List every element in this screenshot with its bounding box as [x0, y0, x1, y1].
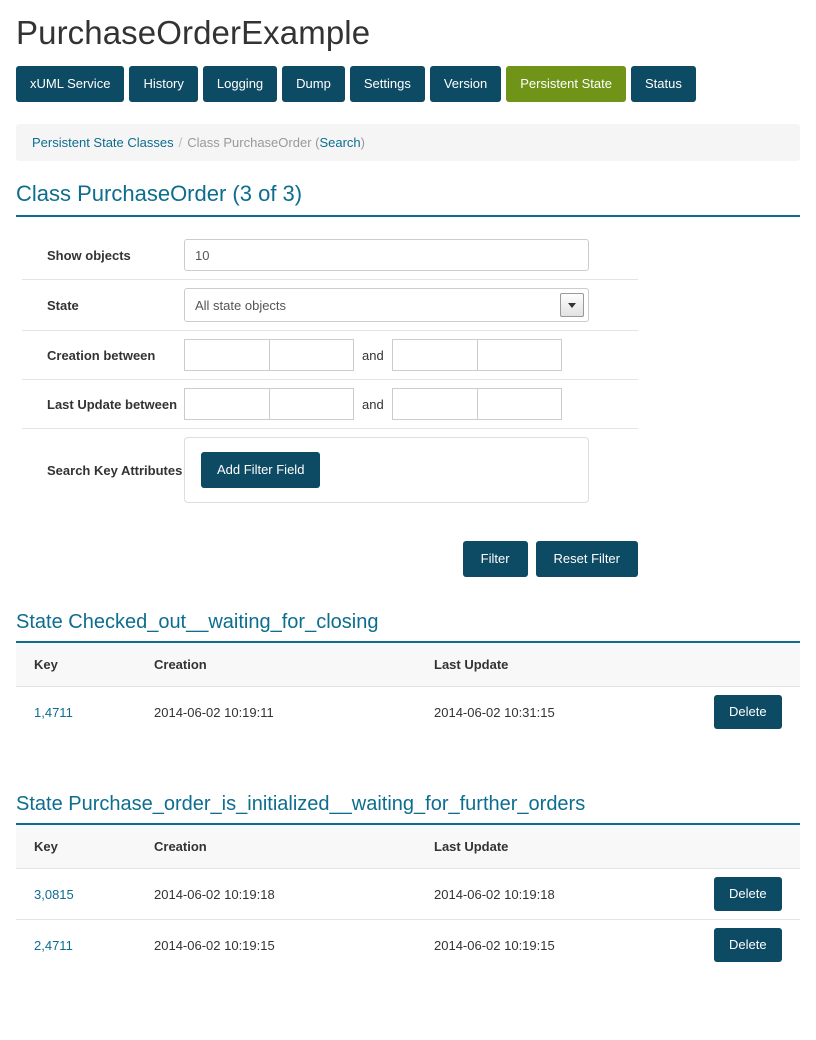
last-update-from-date-input[interactable] [184, 388, 269, 420]
column-header-last-update: Last Update [424, 825, 704, 869]
table-header-row [16, 643, 800, 687]
breadcrumb [16, 124, 800, 161]
object-key-link[interactable]: 2,4711 [34, 937, 73, 953]
table-row [16, 687, 800, 738]
label-search-key-attributes: Search Key Attributes [47, 462, 183, 478]
nav-item-version[interactable]: Version [430, 66, 501, 102]
column-header-creation: Creation [144, 643, 424, 687]
state-table-purchase-order-initialized [16, 825, 800, 970]
last-update-to-time-input[interactable] [477, 388, 562, 420]
page-container [0, 14, 816, 970]
creation-and-label: and [362, 347, 384, 363]
nav-item-settings[interactable]: Settings [350, 66, 425, 102]
nav-item-dump[interactable]: Dump [282, 66, 345, 102]
filter-field-box [184, 437, 589, 503]
field-creation-between [184, 331, 638, 379]
last-update-and-label: and [362, 396, 384, 412]
nav-item-status[interactable]: Status [631, 66, 696, 102]
cell-creation: 2014-06-02 10:19:18 [144, 869, 424, 920]
object-key-link[interactable]: 1,4711 [34, 704, 73, 720]
breadcrumb-current [187, 135, 365, 150]
breadcrumb-current-suffix: ) [360, 135, 366, 150]
breadcrumb-link-persistent-state-classes[interactable]: Persistent State Classes [32, 135, 174, 150]
creation-to-time-input[interactable] [477, 339, 562, 371]
cell-key [16, 920, 144, 971]
state-table-checked-out [16, 643, 800, 737]
cell-actions [704, 920, 800, 971]
creation-to-date-input[interactable] [392, 339, 477, 371]
form-row-show-objects [22, 231, 638, 280]
show-objects-input[interactable] [184, 239, 589, 271]
state-heading-checked-out: State Checked_out__waiting_for_closing [16, 611, 800, 643]
nav-item-history[interactable]: History [129, 66, 197, 102]
creation-from-time-input[interactable] [269, 339, 354, 371]
main-navigation [16, 66, 800, 102]
field-search-key-attributes [184, 429, 638, 511]
breadcrumb-current-prefix: Class PurchaseOrder ( [187, 135, 320, 150]
state-heading-purchase-order-initialized: State Purchase_order_is_initialized__waiting_for_further_orders [16, 793, 800, 825]
nav-item-xuml-service[interactable]: xUML Service [16, 66, 124, 102]
delete-button[interactable]: Delete [714, 928, 782, 962]
cell-last-update: 2014-06-02 10:31:15 [434, 704, 555, 720]
label-last-update-between: Last Update between [47, 396, 178, 412]
last-update-to-date-input[interactable] [392, 388, 477, 420]
field-last-update-between [184, 380, 638, 428]
page-title: PurchaseOrderExample [16, 14, 371, 51]
column-header-actions [704, 643, 800, 687]
cell-key [16, 869, 144, 920]
filter-actions [22, 541, 638, 577]
cell-creation: 2014-06-02 10:19:11 [154, 704, 274, 720]
label-creation-between: Creation between [47, 347, 156, 363]
form-row-state [22, 280, 638, 331]
last-update-from-time-input[interactable] [269, 388, 354, 420]
label-state: State [47, 297, 79, 313]
nav-item-logging[interactable]: Logging [203, 66, 277, 102]
nav-item-persistent-state[interactable]: Persistent State [506, 66, 626, 102]
filter-button[interactable]: Filter [463, 541, 528, 577]
filter-form [22, 231, 638, 511]
cell-actions [704, 687, 800, 738]
delete-button[interactable]: Delete [714, 877, 782, 911]
form-row-last-update-between [22, 380, 638, 429]
reset-filter-button[interactable]: Reset Filter [536, 541, 638, 577]
column-header-creation: Creation [144, 825, 424, 869]
object-key-link[interactable]: 3,0815 [34, 886, 74, 902]
column-header-last-update: Last Update [424, 643, 704, 687]
cell-creation: 2014-06-02 10:19:15 [154, 937, 275, 953]
form-row-search-key-attributes [22, 429, 638, 511]
form-row-creation-between [22, 331, 638, 380]
class-heading: Class PurchaseOrder (3 of 3) [16, 181, 800, 217]
field-show-objects [184, 231, 638, 279]
creation-from-date-input[interactable] [184, 339, 269, 371]
add-filter-field-button[interactable]: Add Filter Field [201, 452, 320, 488]
table-row [16, 920, 800, 971]
table-header-row [16, 825, 800, 869]
cell-last-update: 2014-06-02 10:19:18 [424, 869, 704, 920]
table-row [16, 869, 800, 920]
breadcrumb-link-search[interactable]: Search [319, 135, 361, 150]
breadcrumb-separator: / [178, 135, 183, 150]
cell-last-update: 2014-06-02 10:19:15 [434, 937, 555, 953]
column-header-key: Key [16, 825, 144, 869]
cell-actions [704, 869, 800, 920]
label-show-objects: Show objects [47, 247, 131, 263]
delete-button[interactable]: Delete [714, 695, 782, 729]
cell-key [16, 687, 144, 738]
state-select[interactable] [184, 288, 589, 322]
state-select-wrapper [184, 288, 589, 322]
field-state [184, 280, 638, 330]
column-header-actions [704, 825, 800, 869]
column-header-key: Key [16, 643, 144, 687]
